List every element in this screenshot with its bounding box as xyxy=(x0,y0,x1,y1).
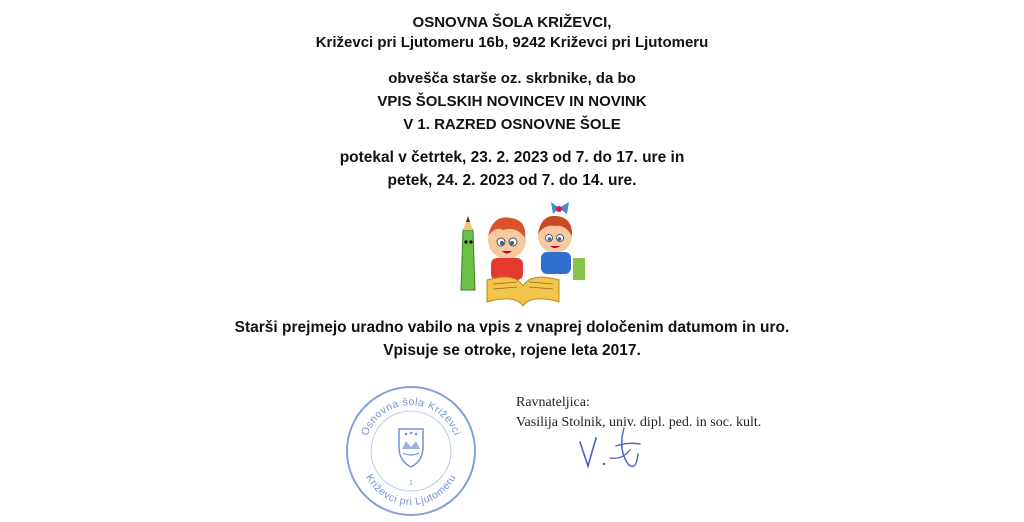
notice-intro: obvešča starše oz. skrbnike, da bo xyxy=(388,70,636,87)
pencil-icon xyxy=(461,216,475,290)
open-book-icon xyxy=(487,277,559,306)
school-name: OSNOVNA ŠOLA KRIŽEVCI, xyxy=(412,14,612,31)
info-line-1: Starši prejmejo uradno vabilo na vpis z vnaprej določenim datumom in uro. xyxy=(234,319,790,336)
signatory-name: Vasilija Stolnik, univ. dipl. ped. in soc. kult. xyxy=(516,415,762,430)
boy-figure xyxy=(488,217,526,280)
date-line-1: potekal v četrtek, 23. 2. 2023 od 7. do 17. ure in xyxy=(339,149,685,166)
school-address: Križevci pri Ljutomeru 16b, 9242 Križevci pri Ljutomeru xyxy=(315,34,709,51)
stamp-number: 1 xyxy=(409,480,413,487)
svg-text:Križevci pri Ljutomeru xyxy=(363,472,459,508)
info-line-2: Vpisuje se otroke, rojene leta 2017. xyxy=(383,342,641,359)
children-reading-illustration xyxy=(455,202,590,310)
stamp-text-top: Osnovna šola Križevci xyxy=(358,395,464,438)
signatory-title: Ravnateljica: xyxy=(516,395,590,410)
girl-figure xyxy=(538,202,585,280)
notice-subtitle: V 1. RAZRED OSNOVNE ŠOLE xyxy=(403,116,621,133)
notice-title: VPIS ŠOLSKIH NOVINCEV IN NOVINK xyxy=(377,93,647,110)
handwritten-signature xyxy=(570,420,650,475)
stamp-text-bottom: Križevci pri Ljutomeru xyxy=(363,472,459,508)
svg-text:Osnovna šola Križevci xyxy=(359,396,463,438)
date-line-2: petek, 24. 2. 2023 od 7. do 14. ure. xyxy=(387,172,637,189)
coat-of-arms-icon xyxy=(399,429,423,467)
school-stamp xyxy=(343,383,479,519)
